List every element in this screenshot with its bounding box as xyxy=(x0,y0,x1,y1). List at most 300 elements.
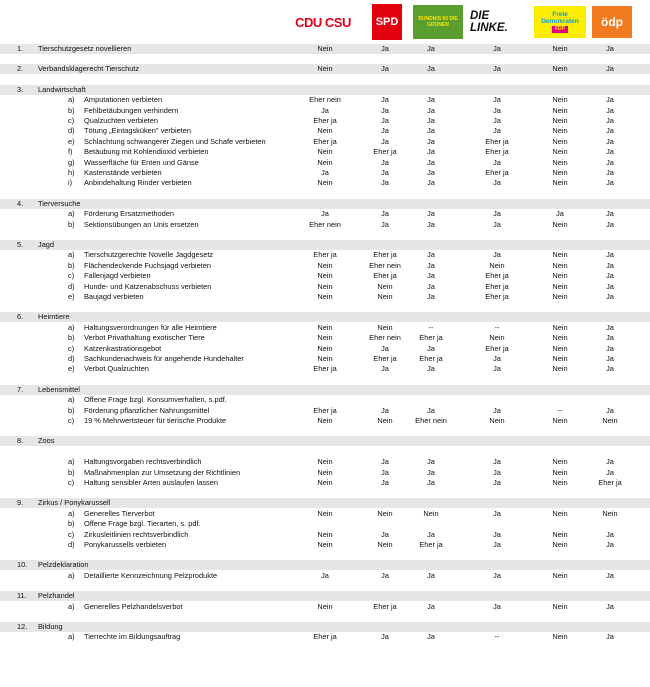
answer-cell: Nein xyxy=(552,168,568,177)
answer-cell: Nein xyxy=(552,354,568,363)
answer-cell: Ja xyxy=(427,405,435,415)
answer-cell: Ja xyxy=(381,478,389,487)
odp-logo-text: ödp xyxy=(601,15,623,29)
question-row xyxy=(0,406,650,416)
answer-cell: Ja xyxy=(427,116,435,125)
answer-cell: Ja xyxy=(606,44,614,53)
question-row xyxy=(0,95,650,105)
answer-cell: Ja xyxy=(556,209,564,219)
answer-cell: Nein xyxy=(552,478,568,487)
answer-cell: Nein xyxy=(552,219,568,229)
answer-cell: Nein xyxy=(317,147,333,157)
answer-cell: Ja xyxy=(606,105,614,115)
answer-cell: Ja xyxy=(493,126,501,136)
answer-cell: Ja xyxy=(606,570,614,580)
answer-cell: Ja xyxy=(606,157,614,167)
section-title: Pelzdeklaration xyxy=(38,560,89,570)
answer-cell: Ja xyxy=(381,157,389,167)
answer-cell: Nein xyxy=(552,250,568,260)
answer-cell: Nein xyxy=(552,632,568,642)
answer-cell: Ja xyxy=(427,570,435,580)
answer-cell: Nein xyxy=(317,292,333,301)
question-letter: a) xyxy=(68,601,75,611)
answer-cell: Nein xyxy=(317,260,333,270)
answer-cell: Ja xyxy=(427,529,435,539)
section-number: 9. xyxy=(17,498,24,508)
answer-cell: Eher ja xyxy=(419,333,443,343)
question-letter: c) xyxy=(68,116,75,125)
question-letter: a) xyxy=(68,209,75,219)
answer-cell: Eher ja xyxy=(313,632,337,642)
question-letter: d) xyxy=(68,126,75,136)
answer-cell: Ja xyxy=(606,333,614,343)
answer-cell: Nein xyxy=(317,322,333,332)
answer-cell: Eher ja xyxy=(419,354,443,363)
answer-cell: Nein xyxy=(423,508,439,518)
answer-cell: Eher ja xyxy=(485,281,509,291)
answer-cell: Nein xyxy=(317,540,333,549)
answer-cell: Ja xyxy=(606,168,614,177)
question-letter: e) xyxy=(68,364,75,374)
answer-cell: Nein xyxy=(317,271,333,281)
question-letter: c) xyxy=(68,478,75,487)
question-row xyxy=(0,220,650,230)
question-letter: a) xyxy=(68,322,75,332)
answer-cell: Nein xyxy=(552,178,568,188)
answer-cell: Nein xyxy=(552,343,568,353)
question-letter: h) xyxy=(68,168,75,177)
answer-cell: Nein xyxy=(317,478,333,487)
answer-cell: Ja xyxy=(427,281,435,291)
question-row xyxy=(0,354,650,364)
question-text: Baujagd verbieten xyxy=(84,292,144,301)
answer-cell: Ja xyxy=(381,116,389,125)
answer-cell: Eher ja xyxy=(313,405,337,415)
question-row xyxy=(0,478,650,488)
answer-cell: Ja xyxy=(381,529,389,539)
answer-cell: Eher nein xyxy=(415,416,447,425)
question-text: Qualzuchten verbieten xyxy=(84,116,158,125)
question-text: Hunde- und Katzenabschuss verbieten xyxy=(84,281,212,291)
answer-cell: Nein xyxy=(552,416,568,425)
answer-cell: Nein xyxy=(377,508,393,518)
section-row xyxy=(0,498,650,508)
section-title: Landwirtschaft xyxy=(38,84,86,94)
answer-cell: Ja xyxy=(493,116,501,125)
section-title: Verbandsklagerecht Tierschutz xyxy=(38,64,140,74)
answer-cell: Ja xyxy=(381,105,389,115)
question-text: Haltung sensibler Arten auslaufen lassen xyxy=(84,478,218,487)
cdu-csu-logo-text: CDU CSU xyxy=(295,14,351,30)
answer-cell: Eher ja xyxy=(485,136,509,146)
answer-cell: Ja xyxy=(381,168,389,177)
answer-cell: Nein xyxy=(552,457,568,467)
question-row xyxy=(0,364,650,374)
answer-cell: Nein xyxy=(552,529,568,539)
question-letter: c) xyxy=(68,271,75,281)
question-text: Generelles Tierverbot xyxy=(84,508,155,518)
linke-logo-text: DIE LINKE. xyxy=(470,10,508,34)
question-row xyxy=(0,137,650,147)
question-letter: d) xyxy=(68,540,75,549)
answer-cell: Ja xyxy=(493,354,501,363)
answer-cell: Ja xyxy=(606,64,614,74)
answer-cell: Ja xyxy=(427,478,435,487)
answer-cell: Ja xyxy=(427,157,435,167)
section-number: 12. xyxy=(17,622,28,631)
question-text: Förderung Ersatzmethoden xyxy=(84,209,174,219)
question-text: Ponykarussells verbieten xyxy=(84,540,167,549)
answer-cell: Ja xyxy=(427,219,435,229)
answer-cell: Ja xyxy=(493,405,501,415)
answer-cell: Ja xyxy=(493,95,501,105)
answer-cell: Ja xyxy=(427,44,435,53)
answer-cell: Ja xyxy=(493,478,501,487)
section-title: Bildung xyxy=(38,622,63,631)
question-text: Schlachtung schwangerer Ziegen und Schafe verbieten xyxy=(84,136,266,146)
question-letter: g) xyxy=(68,157,75,167)
answer-cell: Ja xyxy=(493,157,501,167)
answer-cell: Nein xyxy=(552,508,568,518)
answer-cell: Ja xyxy=(427,136,435,146)
answer-cell: Nein xyxy=(552,271,568,281)
answer-cell: Ja xyxy=(427,292,435,301)
answer-cell: Ja xyxy=(321,209,329,219)
question-letter: e) xyxy=(68,136,75,146)
question-letter: b) xyxy=(68,260,75,270)
fdp-logo-tag: FDP xyxy=(552,26,568,33)
section-title: Jagd xyxy=(38,240,55,249)
question-letter: c) xyxy=(68,343,75,353)
answer-cell: Nein xyxy=(552,292,568,301)
answer-cell: Ja xyxy=(427,250,435,260)
answer-cell: Eher nein xyxy=(309,219,341,229)
answer-cell: Nein xyxy=(552,281,568,291)
answer-cell: Ja xyxy=(606,529,614,539)
section-row xyxy=(0,385,650,395)
question-text: Fehlbetäubungen verhindern xyxy=(84,105,179,115)
answer-cell: Nein xyxy=(602,416,618,425)
odp-logo xyxy=(592,6,632,38)
question-letter: a) xyxy=(68,508,75,518)
answer-cell: Ja xyxy=(427,364,435,374)
question-letter: a) xyxy=(68,457,75,467)
section-row xyxy=(0,64,650,74)
answer-cell: Nein xyxy=(317,601,333,611)
section-number: 7. xyxy=(17,384,24,394)
question-row xyxy=(0,178,650,188)
question-text: Haltungsverordnungen für alle Heimtiere xyxy=(84,322,217,332)
answer-cell: Nein xyxy=(317,343,333,353)
answer-cell: Ja xyxy=(606,467,614,477)
section-row xyxy=(0,44,650,54)
question-row xyxy=(0,323,650,333)
question-text: Sachkundenachweis für angehende Hundehalter xyxy=(84,354,244,363)
question-text: Tierschutzgerechte Novelle Jagdgesetz xyxy=(84,250,214,260)
answer-cell: Ja xyxy=(606,116,614,125)
answer-cell: Nein xyxy=(317,44,333,53)
question-letter: e) xyxy=(68,292,75,301)
answer-cell: Ja xyxy=(606,601,614,611)
question-row xyxy=(0,457,650,467)
question-letter: b) xyxy=(68,405,75,415)
section-row xyxy=(0,199,650,209)
question-text: Flächendeckende Fuchsjagd verbieten xyxy=(84,260,211,270)
cdu-csu-logo xyxy=(282,8,364,36)
answer-cell: Ja xyxy=(606,178,614,188)
question-row xyxy=(0,282,650,292)
question-text: Tötung „Eintagsküken" verbieten xyxy=(84,126,191,136)
answer-cell: Nein xyxy=(552,333,568,343)
section-number: 11. xyxy=(17,591,27,601)
answer-cell: Ja xyxy=(381,467,389,477)
answer-cell: Ja xyxy=(381,632,389,642)
answer-cell: Eher ja xyxy=(313,116,337,125)
answer-cell: Eher ja xyxy=(313,364,337,374)
question-text: 19 % Mehrwertsteuer für tierische Produkte xyxy=(84,416,227,425)
gruene-logo xyxy=(413,5,463,39)
answer-cell: Nein xyxy=(552,44,568,53)
answer-cell: -- xyxy=(428,322,434,332)
answer-cell: Ja xyxy=(606,147,614,157)
question-row xyxy=(0,509,650,519)
answer-cell: Nein xyxy=(317,457,333,467)
answer-cell: Ja xyxy=(427,457,435,467)
answer-cell: Nein xyxy=(552,136,568,146)
question-row xyxy=(0,116,650,126)
answer-cell: Ja xyxy=(493,364,501,374)
question-letter: b) xyxy=(68,519,75,529)
question-text: Betäubung mit Kohlendioxid verbieten xyxy=(84,147,209,157)
answer-cell: Ja xyxy=(381,136,389,146)
section-number: 2. xyxy=(17,64,24,74)
question-letter: b) xyxy=(68,467,75,477)
answer-cell: Nein xyxy=(552,601,568,611)
answer-cell: Nein xyxy=(552,116,568,125)
question-row xyxy=(0,147,650,157)
question-letter: d) xyxy=(68,281,75,291)
question-letter: a) xyxy=(68,570,75,580)
answer-cell: Ja xyxy=(427,209,435,219)
answer-cell: Ja xyxy=(381,209,389,219)
answer-cell: Eher ja xyxy=(373,354,397,363)
section-number: 4. xyxy=(17,198,24,208)
section-title: Pelzhandel xyxy=(38,591,75,601)
answer-cell: Ja xyxy=(493,529,501,539)
answer-cell: Ja xyxy=(427,64,435,74)
question-row xyxy=(0,333,650,343)
answer-cell: Eher ja xyxy=(485,271,509,281)
answer-cell: Nein xyxy=(317,126,333,136)
question-letter: a) xyxy=(68,395,75,405)
question-letter: b) xyxy=(68,105,75,115)
answer-cell: Nein xyxy=(552,147,568,157)
answer-cell: Ja xyxy=(606,260,614,270)
answer-cell: Ja xyxy=(493,209,501,219)
section-number: 3. xyxy=(17,84,24,94)
answer-cell: Nein xyxy=(317,529,333,539)
question-letter: a) xyxy=(68,250,75,260)
answer-cell: Ja xyxy=(427,105,435,115)
answer-cell: Ja xyxy=(381,126,389,136)
question-row xyxy=(0,447,650,457)
question-text: Amputationen verbieten xyxy=(84,95,163,105)
section-number: 6. xyxy=(17,312,24,322)
answer-cell: Nein xyxy=(602,508,618,518)
answer-cell: Eher ja xyxy=(485,292,509,301)
answer-cell: Nein xyxy=(552,95,568,105)
question-row xyxy=(0,468,650,478)
section-row xyxy=(0,591,650,601)
question-row xyxy=(0,571,650,581)
answer-cell: Ja xyxy=(493,219,501,229)
question-text: Verbot Privathaltung exotischer Tiere xyxy=(84,333,205,343)
question-row xyxy=(0,632,650,642)
answer-cell: Nein xyxy=(317,467,333,477)
answer-cell: Ja xyxy=(493,44,501,53)
answer-cell: Ja xyxy=(381,44,389,53)
answer-cell: Ja xyxy=(606,364,614,374)
question-row xyxy=(0,106,650,116)
question-letter: d) xyxy=(68,354,75,363)
answer-cell: Ja xyxy=(381,219,389,229)
spd-logo xyxy=(372,4,402,40)
answer-cell: Eher ja xyxy=(373,601,397,611)
question-row xyxy=(0,250,650,260)
question-text: Zirkusleitlinien rechtsverbindlich xyxy=(84,529,189,539)
party-logo-header xyxy=(0,0,650,44)
answer-cell: Eher ja xyxy=(485,147,509,157)
answer-cell: Ja xyxy=(427,632,435,642)
answer-cell: Nein xyxy=(317,157,333,167)
answer-cell: Ja xyxy=(493,508,501,518)
answer-cell: Nein xyxy=(552,64,568,74)
answer-cell: Ja xyxy=(606,219,614,229)
answer-cell: Ja xyxy=(381,343,389,353)
section-row xyxy=(0,622,650,632)
answer-cell: Ja xyxy=(493,601,501,611)
answer-cell: Nein xyxy=(489,260,505,270)
answer-cell: Ja xyxy=(606,209,614,219)
linke-logo xyxy=(470,8,530,36)
answer-cell: Eher ja xyxy=(313,136,337,146)
question-text: Anbindehaltung Rinder verbieten xyxy=(84,178,192,188)
section-title: Tierversuche xyxy=(38,198,81,208)
answer-cell: Ja xyxy=(381,95,389,105)
answer-cell: Nein xyxy=(377,281,393,291)
question-row xyxy=(0,158,650,168)
gruene-logo-text: BÜNDNIS 90 DIE GRÜNEN xyxy=(418,16,458,28)
answer-cell: Ja xyxy=(427,467,435,477)
answer-cell: Ja xyxy=(493,540,501,549)
answer-cell: Ja xyxy=(493,250,501,260)
answer-cell: Nein xyxy=(552,570,568,580)
fdp-logo-line2: Demokraten xyxy=(541,18,579,25)
section-title: Zirkus / Ponykarussell xyxy=(38,498,111,508)
answer-cell: Eher ja xyxy=(373,271,397,281)
answer-cell: Ja xyxy=(493,178,501,188)
question-letter: a) xyxy=(68,632,75,642)
answer-cell: Ja xyxy=(381,64,389,74)
answer-cell: Ja xyxy=(381,364,389,374)
section-number: 8. xyxy=(17,436,24,446)
section-row xyxy=(0,436,650,446)
answer-cell: Eher ja xyxy=(485,343,509,353)
question-row xyxy=(0,602,650,612)
answer-cell: Ja xyxy=(427,178,435,188)
fdp-logo xyxy=(534,6,586,38)
answer-cell: Ja xyxy=(427,271,435,281)
answer-cell: Eher ja xyxy=(373,147,397,157)
answer-cell: Nein xyxy=(317,354,333,363)
answer-cell: Ja xyxy=(381,570,389,580)
answer-cell: Ja xyxy=(606,250,614,260)
answer-cell: Ja xyxy=(606,136,614,146)
answer-cell: Ja xyxy=(493,457,501,467)
question-text: Generelles Pelzhandelsverbot xyxy=(84,601,183,611)
section-row xyxy=(0,312,650,322)
answer-cell: Nein xyxy=(552,126,568,136)
answer-cell: Ja xyxy=(493,105,501,115)
question-letter: b) xyxy=(68,333,75,343)
question-text: Katzenkastrationsgebot xyxy=(84,343,162,353)
answer-cell: Ja xyxy=(606,405,614,415)
question-row xyxy=(0,261,650,271)
question-row xyxy=(0,416,650,426)
answer-cell: Ja xyxy=(493,64,501,74)
answer-cell: Ja xyxy=(606,354,614,363)
answer-cell: Nein xyxy=(317,281,333,291)
answer-cell: Nein xyxy=(552,467,568,477)
answer-cell: Nein xyxy=(317,416,333,425)
answer-cell: Ja xyxy=(606,632,614,642)
question-row xyxy=(0,519,650,529)
answer-cell: Nein xyxy=(317,508,333,518)
answer-cell: -- xyxy=(557,405,563,415)
answer-cell: Ja xyxy=(606,271,614,281)
spd-logo-text: SPD xyxy=(375,16,399,28)
answer-cell: Ja xyxy=(606,126,614,136)
answer-cell: Ja xyxy=(427,147,435,157)
question-text: Haltungsvorgaben rechtsverbindlich xyxy=(84,457,202,467)
answer-cell: Ja xyxy=(427,260,435,270)
question-text: Fallenjagd verbieten xyxy=(84,271,151,281)
answer-cell: -- xyxy=(494,322,500,332)
question-row xyxy=(0,530,650,540)
answer-cell: Ja xyxy=(493,570,501,580)
question-row xyxy=(0,271,650,281)
answer-cell: Nein xyxy=(489,333,505,343)
fdp-logo-line1: Freie xyxy=(552,11,568,18)
answer-cell: Eher nein xyxy=(309,95,341,105)
answer-cell: Ja xyxy=(606,457,614,467)
answer-cell: Nein xyxy=(377,540,393,549)
section-title: Tierschutzgesetz novellieren xyxy=(38,44,132,53)
answer-cell: Nein xyxy=(552,540,568,549)
answer-cell: Eher ja xyxy=(373,250,397,260)
section-number: 5. xyxy=(17,240,24,249)
section-title: Heimtiere xyxy=(38,312,70,322)
answer-cell: Ja xyxy=(606,281,614,291)
answer-cell: Ja xyxy=(321,570,329,580)
answer-cell: Eher nein xyxy=(369,260,401,270)
answer-cell: Ja xyxy=(321,105,329,115)
answer-cell: Eher ja xyxy=(485,168,509,177)
question-text: Tierrechte im Bildungsauftrag xyxy=(84,632,181,642)
answer-cell: -- xyxy=(494,632,500,642)
answer-cell: Nein xyxy=(317,64,333,74)
question-letter: f) xyxy=(68,147,73,157)
